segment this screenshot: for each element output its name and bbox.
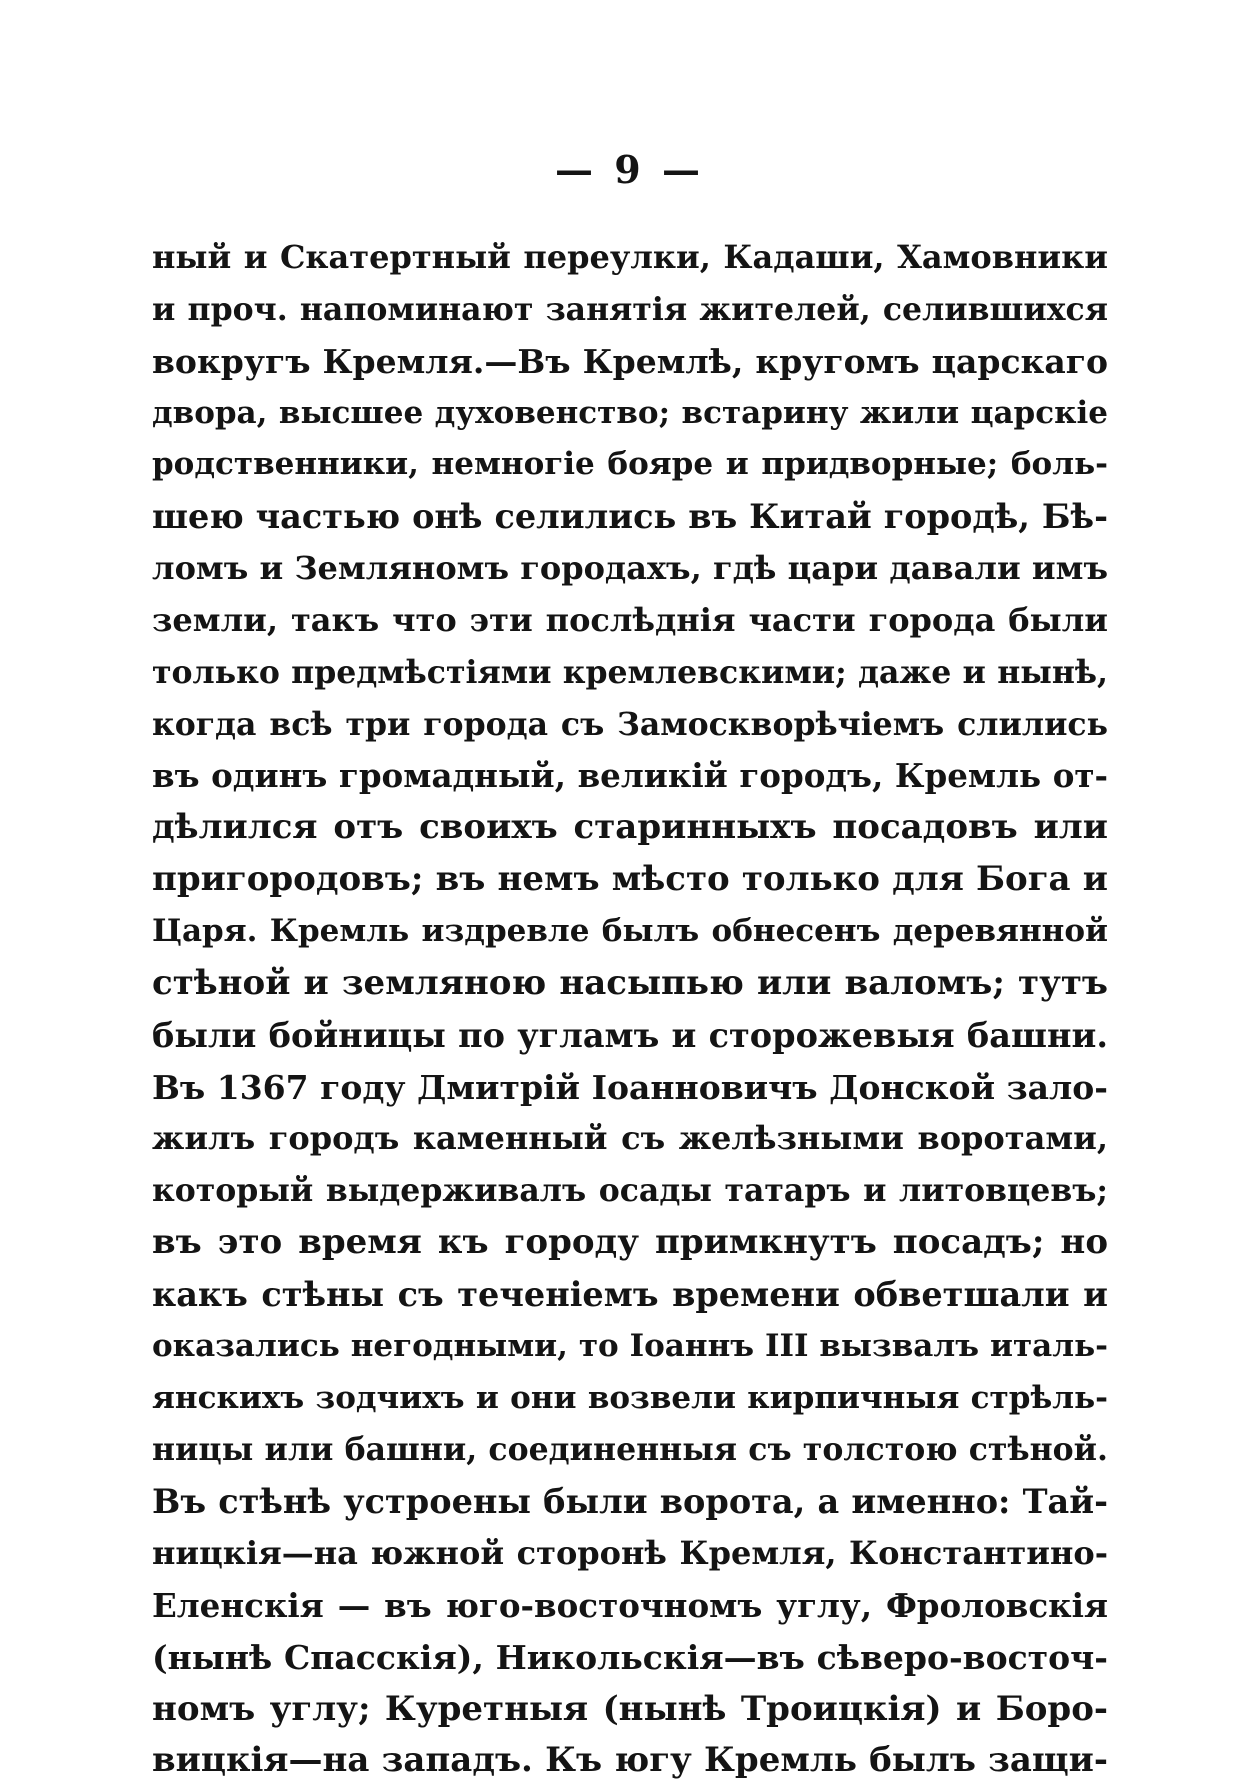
text-line: Въ 1367 году Дмитрій Іоанновичъ Донской зало- <box>152 1067 1108 1107</box>
text-line: земли, такъ что эти послѣднія части города были <box>152 600 1108 639</box>
text-line: въ одинъ громадный, великій городъ, Кремль от- <box>152 756 1108 796</box>
text-line: были бойницы по угламъ и сторожевыя башни. <box>152 1015 1108 1055</box>
body-text <box>152 232 1108 1787</box>
text-line: родственники, немногіе бояре и придворные; боль- <box>152 446 1108 483</box>
text-line: въ это время къ городу примкнутъ посадъ; но <box>152 1222 1108 1263</box>
text-line: янскихъ зодчихъ и они возвели кирпичныя стрѣль- <box>152 1379 1108 1416</box>
text-line: какъ стѣны съ теченіемъ времени обветшали и <box>152 1274 1108 1314</box>
text-line: Въ стѣнѣ устроены были ворота, а именно: Тай- <box>152 1482 1108 1522</box>
text-line: шею частью онѣ селились въ Китай городѣ, Бѣ- <box>152 497 1108 537</box>
text-line: ницы или башни, соединенныя съ толстою стѣной. <box>152 1431 1108 1469</box>
text-line: который выдерживалъ осады татаръ и литовцевъ; <box>152 1172 1108 1210</box>
text-line: оказались негодными, то Іоаннъ III вызвалъ италь- <box>152 1327 1108 1364</box>
text-line: и проч. напоминают занятія жителей, селившихся <box>152 290 1108 328</box>
text-line: вицкія—на западъ. Къ югу Кремль былъ защи- <box>152 1740 1108 1781</box>
text-line: жилъ городъ каменный съ желѣзными воротами, <box>152 1119 1108 1158</box>
text-line: стѣной и земляною насыпью или валомъ; тутъ <box>152 962 1108 1003</box>
page-number: — 9 — <box>555 147 704 192</box>
text-line: дѣлился отъ своихъ старинныхъ посадовъ или <box>152 807 1108 848</box>
text-line: вокругъ Кремля.—Въ Кремлѣ, кругомъ царскаго <box>152 341 1108 381</box>
text-line: ный и Скатертный переулки, Кадаши, Хамовники <box>152 238 1108 276</box>
text-line: двора, высшее духовенство; встарину жили царскіе <box>152 394 1108 431</box>
text-line: когда всѣ три города съ Замоскворѣчіемъ слились <box>152 705 1108 743</box>
text-line: пригородовъ; въ немъ мѣсто только для Бога и <box>152 859 1108 900</box>
text-line: ницкія—на южной сторонѣ Кремля, Константино- <box>152 1534 1108 1573</box>
text-line: (нынѣ Спасскія), Никольскія—въ сѣверо-восточ- <box>152 1637 1108 1677</box>
text-line: Еленскія — въ юго-восточномъ углу, Фроловскія <box>152 1585 1108 1625</box>
text-line: только предмѣстіями кремлевскими; даже и нынѣ, <box>152 653 1108 691</box>
text-line: номъ углу; Куретныя (нынѣ Троицкія) и Боро- <box>152 1688 1108 1729</box>
text-line: ломъ и Земляномъ городахъ, гдѣ цари давали имъ <box>152 549 1108 588</box>
text-line: Царя. Кремль издревле былъ обнесенъ деревянной <box>152 912 1108 949</box>
